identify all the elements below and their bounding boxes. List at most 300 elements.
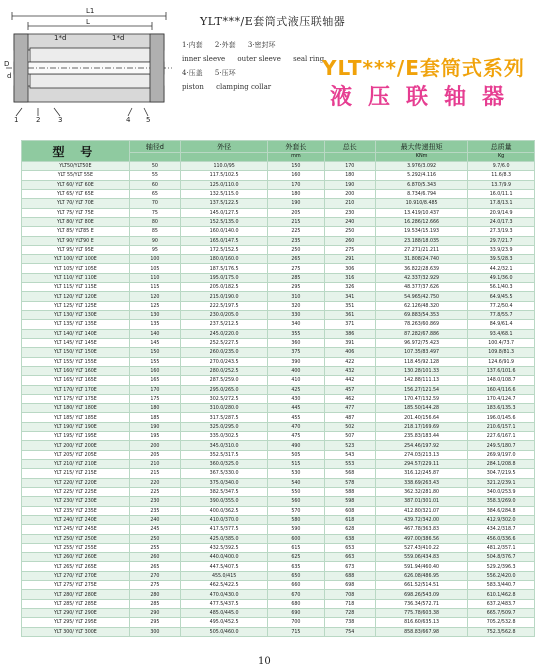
cell-weight: 610.1/462.8: [468, 590, 535, 599]
cell-model: YLT 130/ YLT 130E: [22, 311, 130, 320]
cell-torque: 170.47/132.59: [375, 394, 467, 403]
table-row: [22, 236, 535, 245]
cell-shaft: 295: [129, 618, 180, 627]
cell-total-length: 275: [324, 245, 375, 254]
cell-outer: 495.0/452.5: [181, 618, 268, 627]
cell-outer: 295.0/265.0: [181, 385, 268, 394]
cell-total-length: 422: [324, 357, 375, 366]
cell-shaft: 105: [129, 264, 180, 273]
cell-shaft: 85: [129, 227, 180, 236]
cell-torque: 274.03/213.13: [375, 450, 467, 459]
cell-torque: 775.78/603.38: [375, 609, 467, 618]
cell-total-length: 406: [324, 348, 375, 357]
cell-weight: 504.8/376.7: [468, 553, 535, 562]
cell-outer: 505.0/460.0: [181, 627, 268, 636]
cell-model: YLT 105/ YLT 105E: [22, 264, 130, 273]
cell-weight: 304.7/219.5: [468, 469, 535, 478]
cell-weight: 33.9/23.9: [468, 245, 535, 254]
cell-total-length: 477: [324, 404, 375, 413]
cell-shaft: 80: [129, 217, 180, 226]
cell-outer: 205.0/182.5: [181, 283, 268, 292]
cell-total-length: 210: [324, 199, 375, 208]
cell-model: YLT 135/ YLT 135E: [22, 320, 130, 329]
cell-torque: 736.34/572.71: [375, 599, 467, 608]
cell-outer: 325.0/295.0: [181, 422, 268, 431]
table-row: [22, 385, 535, 394]
unit-kg: Kg: [468, 153, 535, 162]
cell-weight: 100.4/73.7: [468, 338, 535, 347]
cell-torque: 201.40/156.64: [375, 413, 467, 422]
cell-model: YLT 225/ YLT 225E: [22, 487, 130, 496]
cell-model: YLT 275/ YLT 275E: [22, 581, 130, 590]
cell-torque: 19.534/15.193: [375, 227, 467, 236]
cell-total-length: 487: [324, 413, 375, 422]
cell-torque: 316.12/245.87: [375, 469, 467, 478]
spec-table-body: [22, 162, 535, 637]
cell-torque: 816.60/635.13: [375, 618, 467, 627]
dim-lxd-right: 1*d: [112, 34, 125, 42]
table-row: [22, 553, 535, 562]
table-row: [22, 329, 535, 338]
cell-torque: 387.01/301.01: [375, 497, 467, 506]
unit-blank: [324, 153, 375, 162]
cell-outer-length: 250: [268, 245, 324, 254]
cell-model: YLT 55/YLT 55E: [22, 171, 130, 180]
cell-weight: 77.2/50.4: [468, 301, 535, 310]
cell-weight: 56.1/40.3: [468, 283, 535, 292]
header-torque: 最大传递扭矩: [375, 141, 467, 153]
cell-outer-length: 680: [268, 599, 324, 608]
table-row: [22, 227, 535, 236]
cell-weight: 16.0/11.1: [468, 189, 535, 198]
cell-total-length: 507: [324, 432, 375, 441]
cell-shaft: 280: [129, 590, 180, 599]
cell-weight: 227.6/167.1: [468, 432, 535, 441]
cell-outer-length: 330: [268, 311, 324, 320]
cell-outer: 477.5/437.5: [181, 599, 268, 608]
cell-shaft: 165: [129, 376, 180, 385]
cell-torque: 218.17/169.69: [375, 422, 467, 431]
cell-torque: 78.263/60.869: [375, 320, 467, 329]
header-outer-diameter: 外径: [181, 141, 268, 153]
table-row: [22, 255, 535, 264]
callout-4: 4: [126, 116, 131, 124]
cell-torque: 439.72/342.00: [375, 515, 467, 524]
cell-outer: 455.0/415: [181, 571, 268, 580]
cell-model: YLT 265/ YLT 265E: [22, 562, 130, 571]
cell-total-length: 306: [324, 264, 375, 273]
cell-outer: 172.5/152.5: [181, 245, 268, 254]
cell-outer-length: 445: [268, 404, 324, 413]
cell-outer-length: 180: [268, 189, 324, 198]
cell-outer: 137.5/122.5: [181, 199, 268, 208]
cell-outer: 215.0/190.0: [181, 292, 268, 301]
cell-weight: 109.8/81.3: [468, 348, 535, 357]
cell-weight: 637.2/483.7: [468, 599, 535, 608]
table-row: [22, 320, 535, 329]
cell-outer-length: 190: [268, 199, 324, 208]
cell-model: YLT 180/ YLT 180E: [22, 404, 130, 413]
cell-torque: 27.271/21.211: [375, 245, 467, 254]
cell-outer: 345.0/310.0: [181, 441, 268, 450]
cell-model: YLT 255/ YLT 255E: [22, 543, 130, 552]
table-row: [22, 394, 535, 403]
cell-outer-length: 590: [268, 525, 324, 534]
cell-weight: 49.1/36.0: [468, 273, 535, 282]
cell-outer-length: 430: [268, 394, 324, 403]
cell-weight: 170.4/124.7: [468, 394, 535, 403]
header-total-length: 总长: [324, 141, 375, 153]
cell-total-length: 250: [324, 227, 375, 236]
cell-total-length: 190: [324, 180, 375, 189]
cell-total-length: 553: [324, 460, 375, 469]
cell-total-length: 291: [324, 255, 375, 264]
cell-shaft: 230: [129, 497, 180, 506]
cell-total-length: 673: [324, 562, 375, 571]
cell-outer: 180.0/160.0: [181, 255, 268, 264]
cell-torque: 661.52/514.51: [375, 581, 467, 590]
cell-model: YLT 85/ YLT85 E: [22, 227, 130, 236]
cell-shaft: 160: [129, 366, 180, 375]
part-3-cn: 3·密封环: [247, 41, 276, 49]
callout-5: 5: [146, 116, 151, 124]
cell-model: YLT 290/ YLT 290E: [22, 609, 130, 618]
dim-d: d: [7, 72, 12, 80]
table-row: [22, 264, 535, 273]
cell-outer-length: 205: [268, 208, 324, 217]
cell-total-length: 588: [324, 487, 375, 496]
cell-torque: 185.50/144.28: [375, 404, 467, 413]
cell-total-length: 718: [324, 599, 375, 608]
cell-torque: 3.976/3.092: [375, 162, 467, 171]
cell-total-length: 663: [324, 553, 375, 562]
cell-model: YLT 155/ YLT 155E: [22, 357, 130, 366]
cell-outer: 280.0/252.5: [181, 366, 268, 375]
cell-weight: 456.0/336.6: [468, 534, 535, 543]
cell-shaft: 150: [129, 348, 180, 357]
cell-outer-length: 390: [268, 357, 324, 366]
cell-outer-length: 160: [268, 171, 324, 180]
cell-model: YLT 250/ YLT 250E: [22, 534, 130, 543]
cell-shaft: 125: [129, 301, 180, 310]
cell-weight: 160.4/116.6: [468, 385, 535, 394]
cell-shaft: 130: [129, 311, 180, 320]
cell-weight: 412.9/302.0: [468, 515, 535, 524]
cell-torque: 626.08/486.95: [375, 571, 467, 580]
cell-torque: 48.377/37.626: [375, 283, 467, 292]
cell-outer: 237.5/212.5: [181, 320, 268, 329]
cell-total-length: 180: [324, 171, 375, 180]
table-row: [22, 432, 535, 441]
cell-shaft: 65: [129, 189, 180, 198]
cell-model: YLT 230/ YLT 230E: [22, 497, 130, 506]
cell-total-length: 260: [324, 236, 375, 245]
cell-outer: 222.5/197.5: [181, 301, 268, 310]
cell-shaft: 100: [129, 255, 180, 264]
header-outer-length: 外套长: [268, 141, 324, 153]
cell-model: YLT 100/ YLT 100E: [22, 255, 130, 264]
cell-model: YLT 165/ YLT 165E: [22, 376, 130, 385]
cell-torque: 69.883/54.353: [375, 311, 467, 320]
cell-model: YLT 160/ YLT 160E: [22, 366, 130, 375]
cell-total-length: 628: [324, 525, 375, 534]
cell-shaft: 195: [129, 432, 180, 441]
cell-outer-length: 570: [268, 506, 324, 515]
cell-model: YLT 200/ YLT 200E: [22, 441, 130, 450]
dim-L: L: [86, 18, 90, 26]
cell-weight: 64.9/45.5: [468, 292, 535, 301]
cell-model: YLT 65/ YLT 65E: [22, 189, 130, 198]
cell-weight: 529.2/396.3: [468, 562, 535, 571]
cell-torque: 42.337/32.929: [375, 273, 467, 282]
cell-outer-length: 505: [268, 450, 324, 459]
cell-torque: 31.808/24.740: [375, 255, 467, 264]
cell-total-length: 578: [324, 478, 375, 487]
cell-shaft: 90: [129, 236, 180, 245]
cell-model: YLT 285/ YLT 285E: [22, 599, 130, 608]
cell-total-length: 371: [324, 320, 375, 329]
cell-outer: 187.5/176.5: [181, 264, 268, 273]
cell-shaft: 215: [129, 469, 180, 478]
cell-total-length: 386: [324, 329, 375, 338]
cell-weight: 137.6/101.6: [468, 366, 535, 375]
table-row: [22, 534, 535, 543]
cell-shaft: 175: [129, 394, 180, 403]
table-row: [22, 460, 535, 469]
cell-outer: 382.5/347.5: [181, 487, 268, 496]
cell-shaft: 170: [129, 385, 180, 394]
cell-model: YLT 120/ YLT 120E: [22, 292, 130, 301]
cell-torque: 142.88/111.13: [375, 376, 467, 385]
cell-total-length: 708: [324, 590, 375, 599]
cell-weight: 269.9/197.0: [468, 450, 535, 459]
cell-outer: 462.5/422.5: [181, 581, 268, 590]
cell-outer-length: 550: [268, 487, 324, 496]
table-row: [22, 301, 535, 310]
cell-torque: 362.32/281.80: [375, 487, 467, 496]
cell-total-length: 240: [324, 217, 375, 226]
cell-outer: 230.0/205.0: [181, 311, 268, 320]
cell-weight: 77.8/55.7: [468, 311, 535, 320]
cell-weight: 321.2/239.1: [468, 478, 535, 487]
cell-torque: 156.27/121.54: [375, 385, 467, 394]
cell-outer-length: 375: [268, 348, 324, 357]
cell-outer-length: 470: [268, 422, 324, 431]
cell-outer-length: 615: [268, 543, 324, 552]
cell-total-length: 698: [324, 581, 375, 590]
dim-lxd-left: 1*d: [54, 34, 67, 42]
parts-legend: [182, 38, 334, 94]
cell-shaft: 155: [129, 357, 180, 366]
cell-weight: 665.7/509.7: [468, 609, 535, 618]
cell-outer: 287.5/259.0: [181, 376, 268, 385]
cell-model: YLT 190/ YLT 190E: [22, 422, 130, 431]
unit-blank: [129, 153, 180, 162]
table-row: [22, 562, 535, 571]
table-row: [22, 162, 535, 171]
cell-outer-length: 410: [268, 376, 324, 385]
cell-shaft: 265: [129, 562, 180, 571]
cell-torque: 412.80/321.07: [375, 506, 467, 515]
cell-outer-length: 170: [268, 180, 324, 189]
cell-shaft: 210: [129, 460, 180, 469]
cell-outer-length: 150: [268, 162, 324, 171]
unit-mm: mm: [268, 153, 324, 162]
cell-outer: 110.0/95: [181, 162, 268, 171]
cell-outer-length: 660: [268, 581, 324, 590]
cell-outer: 432.5/392.5: [181, 543, 268, 552]
cell-weight: 13.7/9.9: [468, 180, 535, 189]
cell-outer-length: 310: [268, 292, 324, 301]
cell-total-length: 638: [324, 534, 375, 543]
cell-weight: 11.6/8.3: [468, 171, 535, 180]
cell-shaft: 220: [129, 478, 180, 487]
cell-outer: 302.5/272.5: [181, 394, 268, 403]
cell-shaft: 115: [129, 283, 180, 292]
table-row: [22, 506, 535, 515]
cell-outer-length: 560: [268, 497, 324, 506]
cell-outer-length: 700: [268, 618, 324, 627]
callout-3: 3: [58, 116, 63, 124]
cell-weight: 39.5/28.3: [468, 255, 535, 264]
cell-shaft: 270: [129, 571, 180, 580]
cell-torque: 62.126/48.320: [375, 301, 467, 310]
cell-total-length: 598: [324, 497, 375, 506]
cell-outer: 260.0/235.0: [181, 348, 268, 357]
cell-model: YLT50/YLT50E: [22, 162, 130, 171]
table-row: [22, 581, 535, 590]
unit-knm: KNm: [375, 153, 467, 162]
cell-outer: 317.5/287.5: [181, 413, 268, 422]
cell-model: YLT 140/ YLT 140E: [22, 329, 130, 338]
cell-shaft: 290: [129, 609, 180, 618]
cell-total-length: 432: [324, 366, 375, 375]
cell-torque: 118.45/92.128: [375, 357, 467, 366]
cell-weight: 249.5/180.7: [468, 441, 535, 450]
cell-weight: 481.2/357.1: [468, 543, 535, 552]
header-weight: 总质量: [468, 141, 535, 153]
cell-shaft: 250: [129, 534, 180, 543]
cell-outer: 245.0/220.0: [181, 329, 268, 338]
cell-torque: 559.06/434.83: [375, 553, 467, 562]
cell-model: YLT 150/ YLT 150E: [22, 348, 130, 357]
cell-outer: 400.0/362.5: [181, 506, 268, 515]
header-shaft: 轴径d: [129, 141, 180, 153]
cell-shaft: 205: [129, 450, 180, 459]
cell-outer: 165.0/147.5: [181, 236, 268, 245]
cell-shaft: 145: [129, 338, 180, 347]
cell-weight: 124.6/91.9: [468, 357, 535, 366]
cell-total-length: 728: [324, 609, 375, 618]
cell-torque: 23.188/18.035: [375, 236, 467, 245]
cell-outer: 470.0/430.0: [181, 590, 268, 599]
cell-shaft: 300: [129, 627, 180, 636]
cell-outer-length: 715: [268, 627, 324, 636]
cell-total-length: 457: [324, 385, 375, 394]
cell-weight: 44.2/32.1: [468, 264, 535, 273]
part-3-en: seal ring: [293, 55, 325, 63]
cell-torque: 130.28/101.33: [375, 366, 467, 375]
cell-weight: 183.6/135.3: [468, 404, 535, 413]
cell-outer: 132.5/115.0: [181, 189, 268, 198]
table-row: [22, 413, 535, 422]
cell-outer: 410.0/370.0: [181, 515, 268, 524]
cell-total-length: 442: [324, 376, 375, 385]
table-row: [22, 180, 535, 189]
cell-model: YLT 295/ YLT 295E: [22, 618, 130, 627]
cell-outer: 390.0/355.0: [181, 497, 268, 506]
cell-model: YLT 125/ YLT 125E: [22, 301, 130, 310]
cell-outer: 417.5/377.5: [181, 525, 268, 534]
cell-outer-length: 635: [268, 562, 324, 571]
cell-weight: 20.9/14.9: [468, 208, 535, 217]
cell-model: YLT 70/ YLT 70E: [22, 199, 130, 208]
cell-outer: 352.5/317.5: [181, 450, 268, 459]
cell-shaft: 235: [129, 506, 180, 515]
cell-outer-length: 360: [268, 338, 324, 347]
cell-shaft: 190: [129, 422, 180, 431]
cell-outer-length: 295: [268, 283, 324, 292]
cell-total-length: 326: [324, 283, 375, 292]
cell-weight: 84.9/61.4: [468, 320, 535, 329]
cell-shaft: 255: [129, 543, 180, 552]
cell-outer: 270.0/243.5: [181, 357, 268, 366]
cell-torque: 16.286/12.666: [375, 217, 467, 226]
cell-shaft: 70: [129, 199, 180, 208]
table-row: [22, 348, 535, 357]
cell-outer: 252.5/227.5: [181, 338, 268, 347]
cell-weight: 27.3/19.3: [468, 227, 535, 236]
part-2-cn: 2·外套: [214, 41, 236, 49]
cell-total-length: 391: [324, 338, 375, 347]
cell-outer: 125.0/110.0: [181, 180, 268, 189]
cell-outer-length: 400: [268, 366, 324, 375]
table-row: [22, 189, 535, 198]
series-title-en: YLT***/E套筒式系列: [322, 56, 525, 80]
part-1-en: inner sleeve: [182, 55, 226, 63]
part-4-cn: 4·压盖: [182, 69, 203, 77]
cell-outer-length: 475: [268, 432, 324, 441]
table-row: [22, 404, 535, 413]
cell-torque: 467.78/363.83: [375, 525, 467, 534]
unit-blank: [181, 153, 268, 162]
cell-torque: 858.83/667.98: [375, 627, 467, 636]
cell-torque: 497.00/386.56: [375, 534, 467, 543]
cell-outer-length: 650: [268, 571, 324, 580]
cell-total-length: 341: [324, 292, 375, 301]
cell-total-length: 754: [324, 627, 375, 636]
cell-torque: 294.57/229.11: [375, 460, 467, 469]
cell-outer: 145.0/127.5: [181, 208, 268, 217]
callout-2: 2: [36, 116, 41, 124]
cell-model: YLT 115/ YLT 115E: [22, 283, 130, 292]
cell-outer: 117.5/102.5: [181, 171, 268, 180]
coupling-drawing: [4, 4, 174, 124]
cell-torque: 338.69/263.43: [375, 478, 467, 487]
cell-weight: 752.3/562.8: [468, 627, 535, 636]
table-row: [22, 357, 535, 366]
table-row: [22, 618, 535, 627]
cell-outer-length: 530: [268, 469, 324, 478]
cell-torque: 698.26/543.09: [375, 590, 467, 599]
cell-model: YLT 145/ YLT 145E: [22, 338, 130, 347]
cell-total-length: 618: [324, 515, 375, 524]
table-row: [22, 515, 535, 524]
cell-outer-length: 625: [268, 553, 324, 562]
cell-outer: 447.5/407.5: [181, 562, 268, 571]
cell-total-length: 523: [324, 441, 375, 450]
cell-outer-length: 320: [268, 301, 324, 310]
